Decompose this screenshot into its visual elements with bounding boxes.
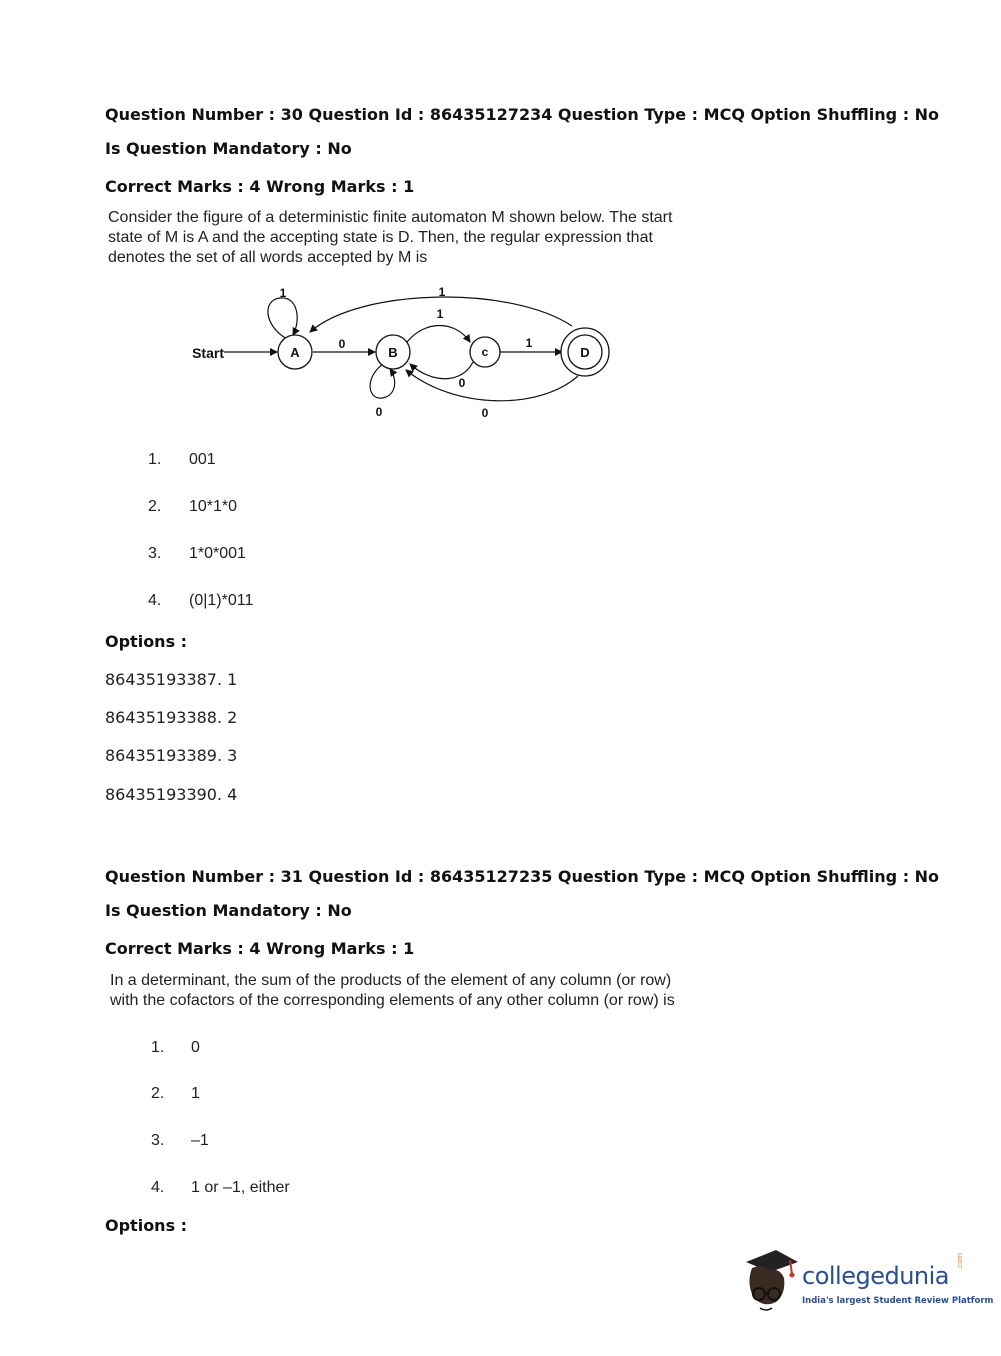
options-label: Options :	[105, 1216, 188, 1235]
options-label: Options :	[105, 632, 188, 651]
choice-text: 10*1*0	[189, 498, 238, 515]
brand-tagline: India's largest Student Review Platform	[802, 1296, 994, 1306]
question-31-text	[110, 971, 730, 1011]
b-self-loop-label: 0	[375, 405, 383, 419]
question-31-marks: Correct Marks : 4 Wrong Marks : 1	[105, 939, 415, 958]
choice-text: 0	[191, 1039, 200, 1056]
choice-number: 3.	[151, 1132, 165, 1149]
option-id: 86435193387. 1	[105, 670, 238, 689]
state-a-label: A	[290, 345, 300, 360]
choice-number: 2.	[151, 1085, 165, 1102]
choice-text: 1 or –1, either	[191, 1179, 290, 1196]
option-id: 86435193388. 2	[105, 708, 238, 727]
question-30-text-line: denotes the set of all words accepted by M is	[108, 249, 428, 266]
option-id: 86435193390. 4	[105, 785, 238, 804]
brand-suffix: .com	[956, 1252, 964, 1270]
c-to-b-label: 0	[458, 376, 466, 390]
question-31-mandatory: Is Question Mandatory : No	[105, 901, 352, 920]
choice-number: 1.	[151, 1039, 165, 1056]
b-to-c-label: 1	[436, 307, 444, 321]
question-31-text-line: In a determinant, the sum of the products of the element of any column (or row)	[110, 972, 672, 989]
brand-name: collegedunia	[802, 1262, 950, 1290]
choice-number: 4.	[151, 1179, 165, 1196]
question-31-header: Question Number : 31 Question Id : 86435127235 Question Type : MCQ Option Shuffling : No	[105, 867, 940, 886]
a-to-b-label: 0	[338, 337, 346, 351]
dfa-diagram	[170, 280, 630, 425]
choice-number: 4.	[148, 592, 162, 609]
question-30-mandatory: Is Question Mandatory : No	[105, 139, 352, 158]
choice-text: 1	[191, 1085, 200, 1102]
choice-text: (0|1)*011	[189, 592, 254, 609]
question-30-header: Question Number : 30 Question Id : 86435127234 Question Type : MCQ Option Shuffling : No	[105, 105, 940, 124]
question-31-text-line: with the cofactors of the corresponding elements of any other column (or row) is	[110, 992, 675, 1009]
start-label: Start	[192, 345, 224, 361]
b-to-c-edge	[407, 326, 470, 343]
mascot-icon	[740, 1248, 800, 1314]
state-c-label: c	[481, 345, 489, 359]
a-self-loop	[268, 298, 297, 339]
a-self-loop-label: 1	[279, 286, 287, 300]
state-d-label: D	[580, 345, 590, 360]
question-30-text-line: Consider the figure of a deterministic finite automaton M shown below. The start	[108, 209, 673, 226]
state-b-label: B	[388, 345, 398, 360]
question-30-text	[108, 208, 728, 268]
choice-number: 3.	[148, 545, 162, 562]
d-to-b-label: 0	[481, 406, 489, 420]
choice-text: 1*0*001	[189, 545, 246, 562]
c-to-d-label: 1	[525, 336, 533, 350]
choice-text: 001	[189, 451, 216, 468]
collegedunia-logo	[740, 1248, 994, 1318]
question-30-text-line: state of M is A and the accepting state is D. Then, the regular expression that	[108, 229, 653, 246]
choice-number: 1.	[148, 451, 162, 468]
d-to-b-edge	[406, 370, 578, 401]
choice-number: 2.	[148, 498, 162, 515]
choice-text: –1	[191, 1132, 209, 1149]
d-to-a-label: 1	[438, 285, 446, 299]
question-30-marks: Correct Marks : 4 Wrong Marks : 1	[105, 177, 415, 196]
option-id: 86435193389. 3	[105, 746, 238, 765]
